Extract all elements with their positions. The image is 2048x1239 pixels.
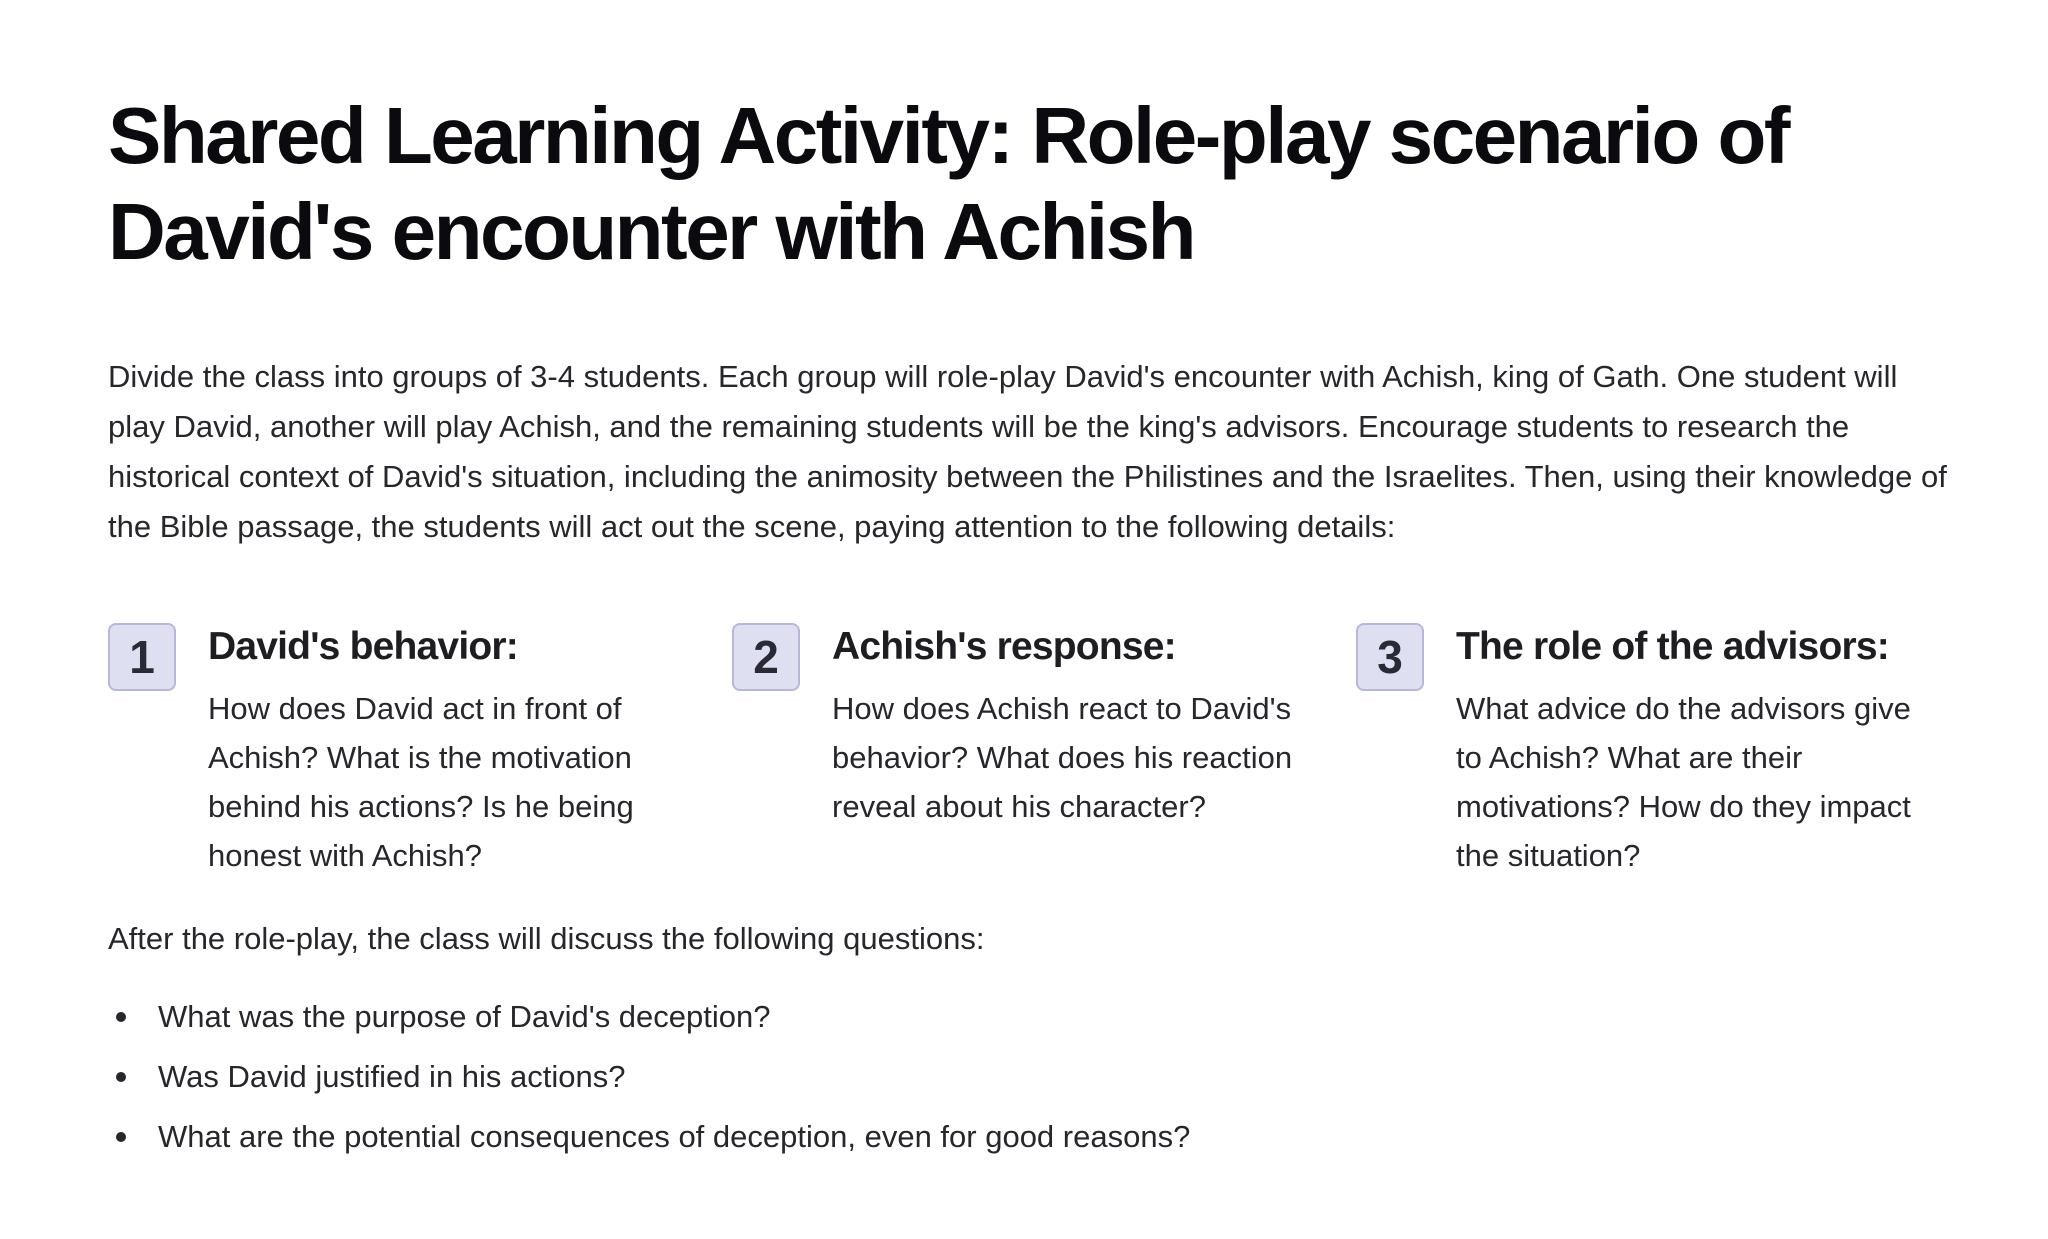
step-title: The role of the advisors: — [1456, 625, 1889, 668]
step-body — [208, 622, 692, 880]
step-title: Achish's response: — [832, 625, 1176, 668]
question-text: What are the potential consequences of deception, even for good reasons? — [158, 1119, 1191, 1154]
question-text: What was the purpose of David's deception? — [158, 999, 771, 1034]
intro-paragraph: Divide the class into groups of 3-4 students. Each group will role-play David's encounter with Achish, king of Gath. One student will play David, another will play Achish, and the remaining students will be the king's advisors. Encourage students to research the historical context of David's situation, including the animosity between the Philistines and the Israelites. Then, using their knowledge of the Bible passage, the students will act out the scene, paying attention to the following details: — [108, 359, 1947, 544]
bullet-icon — [116, 1132, 126, 1142]
discussion-questions-list — [108, 992, 1940, 1162]
step-text: How does David act in front of Achish? What is the motivation behind his actions? Is he being honest with Achish? — [208, 691, 634, 873]
step-body — [832, 622, 1316, 880]
step-body — [1456, 622, 1916, 880]
step-number-badge: 2 — [732, 623, 800, 691]
discussion-intro: After the role-play, the class will discuss the following questions: — [108, 921, 985, 956]
step-number-badge: 1 — [108, 623, 176, 691]
step-davids-behavior — [108, 622, 732, 880]
bullet-icon — [116, 1072, 126, 1082]
step-achishs-response — [732, 622, 1356, 880]
step-title: David's behavior: — [208, 625, 518, 668]
page-title: Shared Learning Activity: Role-play scenario of David's encounter with Achish — [108, 91, 1788, 276]
question-text: Was David justified in his actions? — [158, 1059, 626, 1094]
step-number-badge: 3 — [1356, 623, 1424, 691]
step-text: How does Achish react to David's behavior? What does his reaction reveal about his character? — [832, 691, 1293, 824]
bullet-icon — [116, 1012, 126, 1022]
list-item — [108, 1112, 1940, 1162]
list-item — [108, 992, 1940, 1042]
step-text: What advice do the advisors give to Achish? What are their motivations? How do they impact the situation? — [1456, 691, 1911, 873]
detail-steps — [108, 622, 1958, 880]
step-role-of-advisors — [1356, 622, 1956, 880]
list-item — [108, 1052, 1940, 1102]
